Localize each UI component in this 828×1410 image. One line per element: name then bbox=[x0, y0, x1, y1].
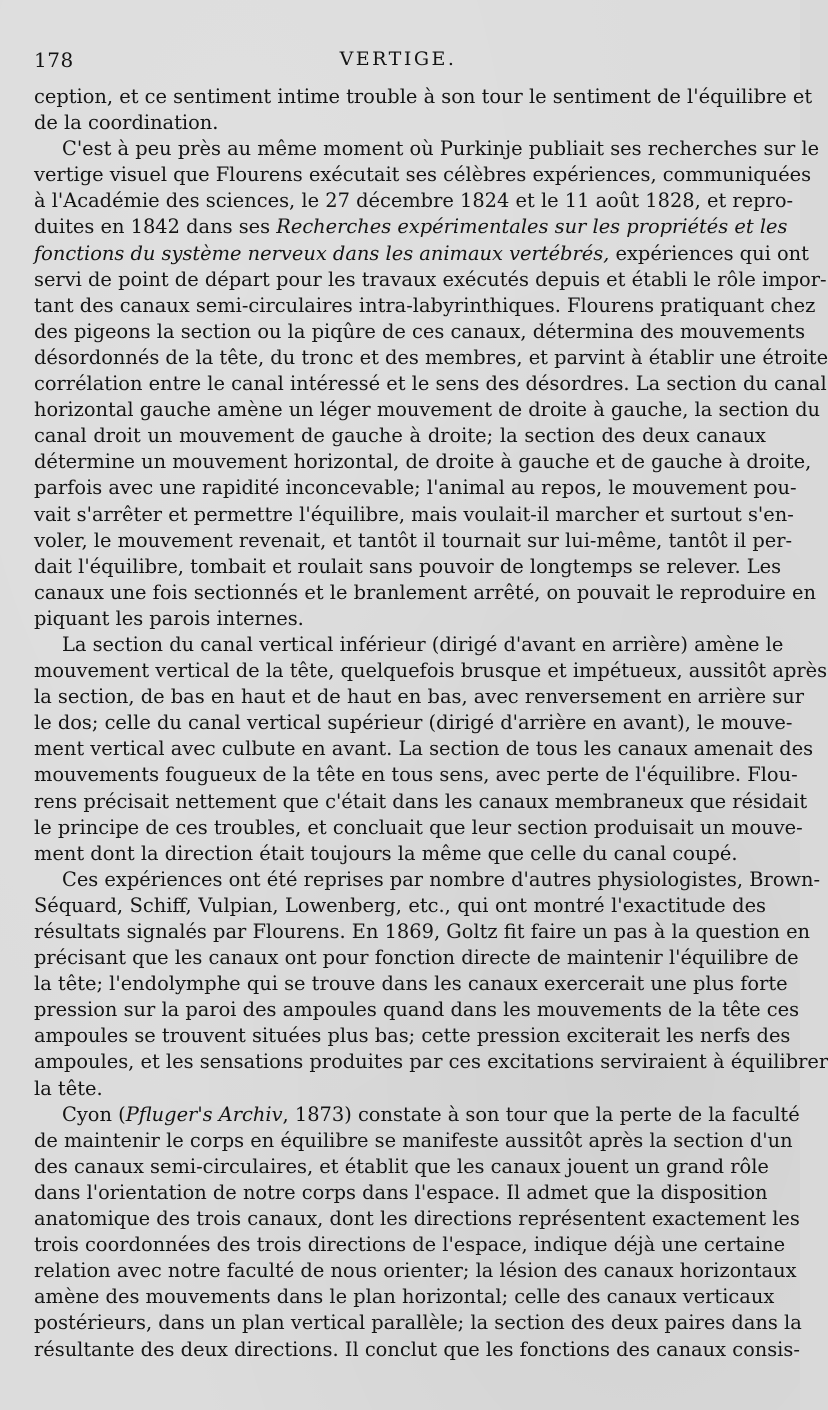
text-line: parfois avec une rapidité inconcevable; l'animal au repos, le mouvement pou- bbox=[34, 476, 797, 500]
text-line: ment vertical avec culbute en avant. La section de tous les canaux amenait des bbox=[34, 737, 814, 761]
text-line bbox=[34, 214, 788, 240]
text-line: à l'Académie des sciences, le 27 décembre 1824 et le 11 août 1828, et repro- bbox=[34, 189, 794, 213]
book-title-italic: fonctions du système nerveux dans les animaux vertébrés, bbox=[34, 241, 610, 265]
text-line: C'est à peu près au même moment où Purkinje publiait ses recherches sur le bbox=[62, 137, 820, 161]
text-line: La section du canal vertical inférieur (dirigé d'avant en arrière) amène le bbox=[62, 632, 784, 656]
text-line bbox=[34, 1102, 800, 1128]
text-line: dait l'équilibre, tombait et roulait sans pouvoir de longtemps se relever. Les bbox=[34, 554, 782, 578]
text-line: mouvements fougueux de la tête en tous sens, avec perte de l'équilibre. Flou- bbox=[34, 763, 798, 787]
text-line: des canaux semi-circulaires, et établit que les canaux jouent un grand rôle bbox=[34, 1154, 769, 1178]
text-line: détermine un mouvement horizontal, de droite à gauche et de gauche à droite, bbox=[34, 450, 812, 474]
text-line: canaux une fois sectionnés et le branlement arrêté, on pouvait le reproduire en bbox=[34, 580, 817, 604]
text-line: voler, le mouvement revenait, et tantôt il tournait sur lui-même, tantôt il per- bbox=[34, 528, 793, 552]
text-fragment: , 1873) constate à son tour que la perte de la faculté bbox=[282, 1102, 800, 1126]
text-line: anatomique des trois canaux, dont les directions représentent exactement les bbox=[34, 1207, 800, 1231]
text-line: canal droit un mouvement de gauche à droite; la section des deux canaux bbox=[34, 424, 766, 448]
text-line: tant des canaux semi-circulaires intra-labyrinthiques. Flourens pratiquant chez bbox=[34, 293, 816, 317]
text-fragment: Cyon ( bbox=[62, 1102, 126, 1126]
journal-title-italic: Pfluger's Archiv bbox=[125, 1102, 283, 1126]
text-fragment: duites en 1842 dans ses bbox=[34, 215, 271, 239]
text-line: ampoules, et les sensations produites par ces excitations serviraient à équilibrer bbox=[34, 1050, 828, 1074]
text-line: pression sur la paroi des ampoules quand dans les mouvements de la tête ces bbox=[34, 998, 800, 1022]
text-line: postérieurs, dans un plan vertical parallèle; la section des deux paires dans la bbox=[34, 1311, 802, 1335]
text-line: corrélation entre le canal intéressé et le sens des désordres. La section du canal bbox=[34, 372, 827, 396]
text-line: dans l'orientation de notre corps dans l'espace. Il admet que la disposition bbox=[34, 1180, 768, 1204]
text-line: mouvement vertical de la tête, quelquefois brusque et impétueux, aussitôt après bbox=[34, 659, 828, 683]
text-line: la tête; l'endolymphe qui se trouve dans les canaux exercerait une plus forte bbox=[34, 972, 788, 996]
text-line: relation avec notre faculté de nous orienter; la lésion des canaux horizontaux bbox=[34, 1259, 797, 1283]
text-line: rens précisait nettement que c'était dans les canaux membraneux que résidait bbox=[34, 789, 808, 813]
page-title: VERTIGE. bbox=[339, 48, 457, 70]
page-number: 178 bbox=[34, 48, 74, 72]
text-fragment: expériences qui ont bbox=[615, 241, 809, 265]
text-line: ment dont la direction était toujours la même que celle du canal coupé. bbox=[34, 841, 738, 865]
text-line: vait s'arrêter et permettre l'équilibre, mais voulait-il marcher et surtout s'en- bbox=[34, 502, 794, 526]
text-line: vertige visuel que Flourens exécutait ses célèbres expériences, communiquées bbox=[34, 163, 812, 187]
text-line: la tête. bbox=[34, 1076, 103, 1100]
text-line: amène des mouvements dans le plan horizontal; celle des canaux verticaux bbox=[34, 1285, 775, 1309]
text-line: Séquard, Schiff, Vulpian, Lowenberg, etc., qui ont montré l'exactitude des bbox=[34, 893, 766, 917]
text-line: désordonnés de la tête, du tronc et des membres, et parvint à établir une étroite bbox=[34, 345, 828, 369]
text-line: ampoules se trouvent situées plus bas; cette pression exciterait les nerfs des bbox=[34, 1024, 791, 1048]
text-line: des pigeons la section ou la piqûre de ces canaux, détermina des mouvements bbox=[34, 319, 806, 343]
text-line: ception, et ce sentiment intime trouble à son tour le sentiment de l'équilibre et bbox=[34, 85, 813, 108]
running-head bbox=[34, 48, 762, 74]
text-line: le dos; celle du canal vertical supérieur (dirigé d'arrière en avant), le mouve- bbox=[34, 711, 793, 735]
text-line: le principe de ces troubles, et concluait que leur section produisait un mouve- bbox=[34, 815, 803, 839]
text-line bbox=[34, 241, 809, 267]
text-line: de la coordination. bbox=[34, 111, 219, 135]
text-line: précisant que les canaux ont pour fonction directe de maintenir l'équilibre de bbox=[34, 946, 799, 970]
text-line: la section, de bas en haut et de haut en bas, avec renversement en arrière sur bbox=[34, 685, 805, 709]
text-line: servi de point de départ pour les travaux exécutés depuis et établi le rôle impor- bbox=[34, 267, 827, 291]
text-line: Ces expériences ont été reprises par nombre d'autres physiologistes, Brown- bbox=[62, 867, 821, 891]
text-line: résultante des deux directions. Il conclut que les fonctions des canaux consis- bbox=[34, 1337, 800, 1361]
text-line: résultats signalés par Flourens. En 1869, Goltz fit faire un pas à la question en bbox=[34, 920, 811, 943]
text-line: de maintenir le corps en équilibre se manifeste aussitôt après la section d'un bbox=[34, 1128, 793, 1152]
book-title-italic: Recherches expérimentales sur les propriétés et les bbox=[276, 215, 788, 239]
body-text bbox=[34, 84, 828, 1363]
text-line: horizontal gauche amène un léger mouvement de droite à gauche, la section du bbox=[34, 398, 820, 422]
text-line: piquant les parois internes. bbox=[34, 606, 304, 630]
text-line: trois coordonnées des trois directions de l'espace, indique déjà une certaine bbox=[34, 1233, 786, 1257]
